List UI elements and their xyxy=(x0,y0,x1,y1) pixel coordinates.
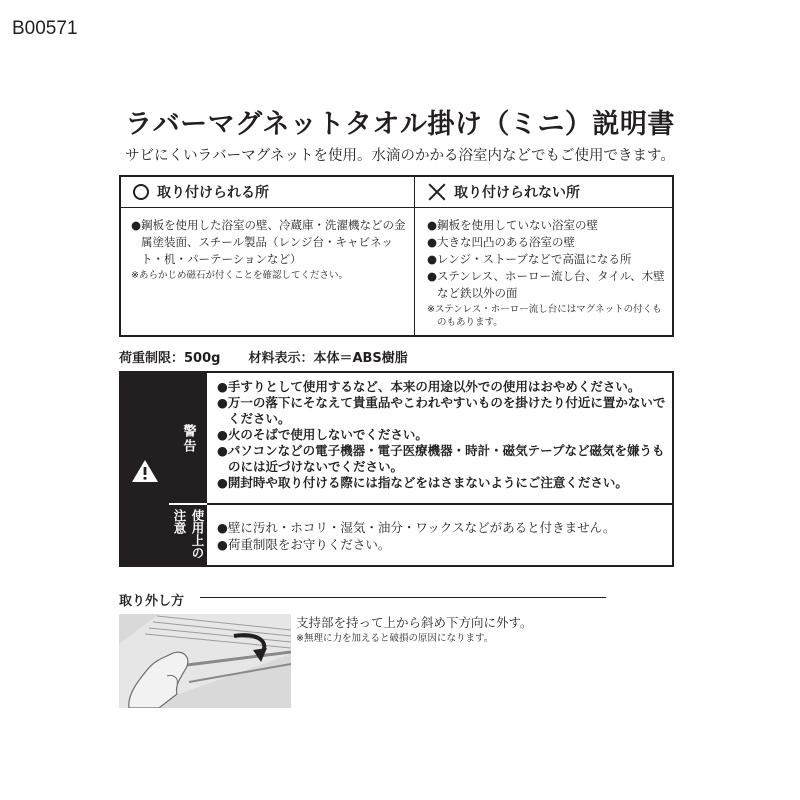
circle-icon xyxy=(133,184,149,200)
list-item: ●火のそばで使用しないでください。 xyxy=(217,427,428,442)
mountable-heading-label: 取り付けられる所 xyxy=(157,185,269,201)
not-mountable-heading-label: 取り付けられない所 xyxy=(454,185,580,201)
warning-sidebar xyxy=(121,373,169,565)
list-item: ●手すりとして使用するなど、本来の用途以外での使用はおやめください。 xyxy=(217,379,641,394)
list-item: ●大きな凹凸のある浴室の壁 xyxy=(427,235,576,249)
removal-instruction: 支持部を持って上から斜め下方向に外す。 xyxy=(296,615,533,630)
warning-label: 警告 xyxy=(180,424,196,454)
page-subtitle: サビにくいラバーマグネットを使用。水滴のかかる浴室内などでもご使用できます。 xyxy=(125,148,675,164)
warning-list xyxy=(217,379,669,491)
list-item: ●レンジ・ストーブなどで高温になる所 xyxy=(427,252,632,266)
list-item: ●ステンレス、ホーロー流し台、タイル、木壁など鉄以外の面 xyxy=(427,269,665,300)
not-mountable-list xyxy=(427,217,671,329)
list-item: ●開封時や取り付ける際には指などをはさまないようにご注意ください。 xyxy=(217,475,628,490)
removal-title: 取り外し方 xyxy=(119,594,185,609)
list-item: ●荷重制限をお守りください。 xyxy=(217,537,391,552)
removal-illustration xyxy=(119,614,291,708)
list-item: ●パソコンなどの電子機器・電子医療機器・時計・磁気テープなど磁気を嫌うものには近づけないでください。 xyxy=(217,443,665,474)
product-code: B00571 xyxy=(12,18,78,39)
table-divider xyxy=(414,177,415,335)
warning-labels xyxy=(169,373,207,565)
caution-list xyxy=(217,519,669,553)
warning-box xyxy=(119,371,674,567)
warning-triangle-icon xyxy=(131,459,159,483)
not-mountable-note: ※ステンレス・ホーロー流し台にはマグネットの付くものもあります。 xyxy=(427,304,662,328)
table-header-divider xyxy=(121,207,672,208)
mounting-table xyxy=(119,175,674,337)
removal-rule xyxy=(200,597,606,598)
mountable-note: ※あらかじめ磁石が付くことを確認してください。 xyxy=(131,270,348,281)
label-separator xyxy=(169,503,207,505)
section-divider xyxy=(207,503,672,505)
spec-line xyxy=(119,347,408,366)
list-item: ●万一の落下にそなえて貴重品やこわれやすいものを掛けたり付近に置かないでください。 xyxy=(217,395,666,426)
mountable-list xyxy=(131,217,411,282)
material: 材料表示：本体＝ABS樹脂 xyxy=(248,351,408,366)
list-item: ●鋼板を使用した浴室の壁、冷蔵庫・洗濯機などの金属塗装面、スチール製品（レンジ台・キャビネット・机・パーテーションなど） xyxy=(131,218,406,266)
page-title: ラバーマグネットタオル掛け（ミニ）説明書 xyxy=(125,109,675,140)
load-limit: 荷重制限：500g xyxy=(119,351,221,366)
caution-label: 使用上の注意 xyxy=(172,509,205,559)
cross-icon xyxy=(428,183,446,201)
list-item: ●壁に汚れ・ホコリ・湿気・油分・ワックスなどがあると付きません。 xyxy=(217,520,616,535)
removal-note: ※無理に力を加えると破損の原因になります。 xyxy=(296,633,494,644)
list-item: ●鋼板を使用していない浴室の壁 xyxy=(427,218,599,232)
mountable-heading xyxy=(133,182,269,202)
not-mountable-heading xyxy=(428,182,580,202)
